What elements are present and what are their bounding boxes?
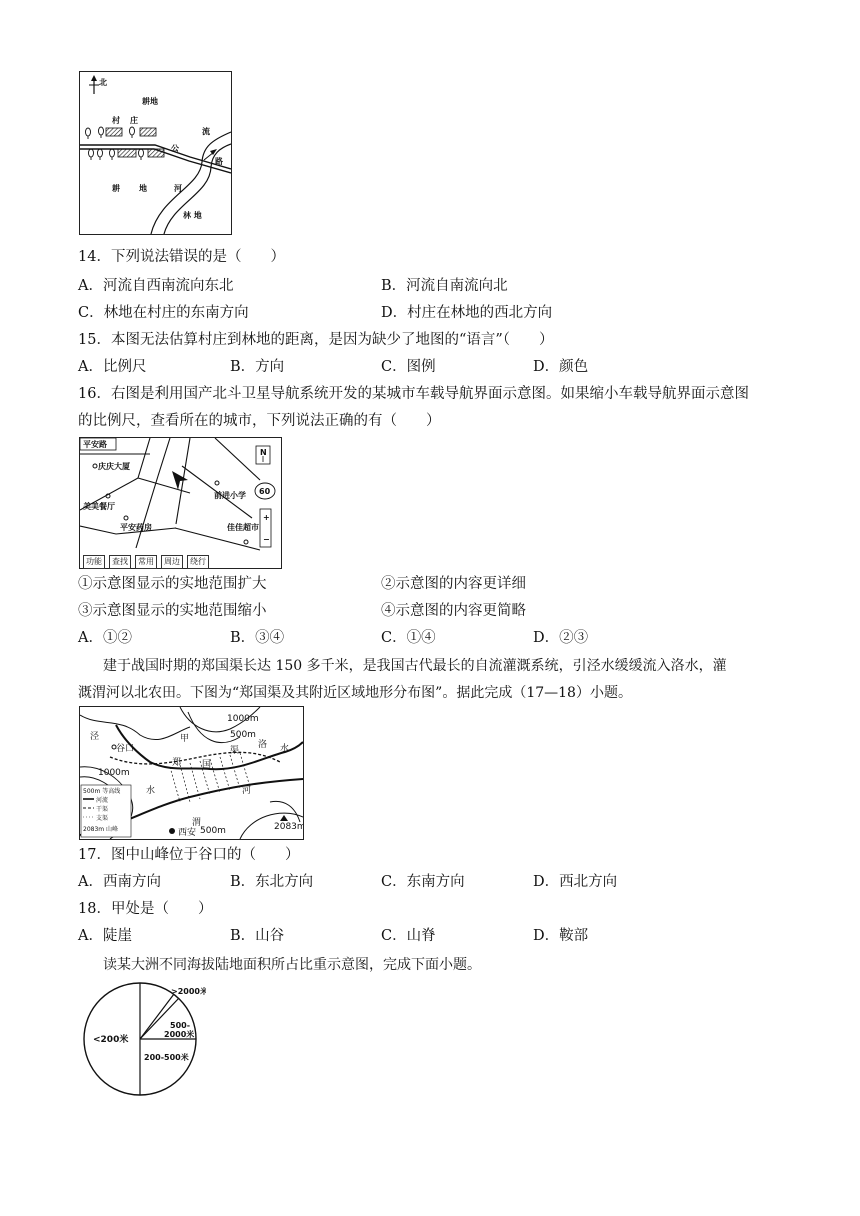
contour-1000m-left: 1000m xyxy=(98,768,130,778)
contour-1000m-top: 1000m xyxy=(227,714,259,724)
place-jiajia: 佳佳超市 xyxy=(227,523,259,532)
q18-option-c[interactable]: C．山脊 xyxy=(381,928,436,944)
compass-label: N xyxy=(260,448,267,457)
legend-river: 河流 xyxy=(96,797,109,804)
q16-statement-1: ①示意图显示的实地范围扩大 xyxy=(78,576,267,592)
legend-branch-canal: 支渠 xyxy=(96,815,109,822)
q17-option-c[interactable]: C．东南方向 xyxy=(381,874,465,890)
topographic-map-svg xyxy=(80,707,303,839)
forest-label: 林 地 xyxy=(183,211,202,220)
q18-option-d[interactable]: D．鞍部 xyxy=(533,928,589,944)
north-label: 北 xyxy=(99,78,107,87)
nav-button-nearby[interactable]: 周边 xyxy=(161,555,183,569)
road-label-b: 路 xyxy=(215,157,223,166)
q16-stem-line2: 的比例尺，查看所在的城市，下列说法正确的有（ ） xyxy=(78,413,441,429)
q15-option-b[interactable]: B．方向 xyxy=(230,359,285,375)
shui-label-right: 水 xyxy=(280,744,290,754)
q16-statement-3: ③示意图显示的实地范围缩小 xyxy=(78,603,267,619)
passage1-line2: 溉渭河以北农田。下图为“郑国渠及其附近区域地形分布图”。据此完成（17—18）小题。 xyxy=(78,685,632,701)
farmland-top-label: 耕地 xyxy=(142,97,158,106)
q14-option-a[interactable]: A．河流自西南流向东北 xyxy=(78,278,234,294)
navigation-map-svg xyxy=(80,438,281,553)
farmland-bottom-label-b: 地 xyxy=(139,184,147,193)
nav-button-search[interactable]: 查找 xyxy=(109,555,131,569)
shui-label-left: 水 xyxy=(146,786,156,796)
nav-button-function[interactable]: 功能 xyxy=(83,555,105,569)
q17-option-b[interactable]: B．东北方向 xyxy=(230,874,314,890)
village-map-figure xyxy=(79,71,232,235)
place-meimei: 美美餐厅 xyxy=(83,502,115,511)
q16-statement-4: ④示意图的内容更简略 xyxy=(381,603,526,619)
q16-option-c[interactable]: C．①④ xyxy=(381,630,436,646)
legend-main-canal: 干渠 xyxy=(96,806,109,813)
q16-option-a[interactable]: A．①② xyxy=(78,630,132,646)
contour-500m-bottom: 500m xyxy=(200,826,226,836)
luo-label: 洛 xyxy=(258,740,268,750)
pie-label-500-a: 500- xyxy=(170,1021,191,1030)
q17-option-d[interactable]: D．西北方向 xyxy=(533,874,618,890)
navigation-arrow-icon xyxy=(172,471,188,490)
road-label-a: 公 xyxy=(171,144,179,153)
topographic-map-figure xyxy=(79,706,304,840)
village-label-b: 庄 xyxy=(130,116,138,125)
elevation-pie-svg xyxy=(76,980,206,1098)
zheng-label: 郑 xyxy=(172,758,182,768)
passage1-line1: 建于战国时期的郑国渠长达 150 多千米，是我国古代最长的自流灌溉系统，引泾水缓缓流入洛水，灌 xyxy=(103,658,727,674)
river-label: 河 xyxy=(174,184,182,193)
place-qianjin: 前进小学 xyxy=(214,491,246,500)
jing-label: 泾 xyxy=(90,732,100,742)
nav-button-bar xyxy=(83,555,283,567)
peak-icon xyxy=(280,815,288,821)
xian-label: 西安 xyxy=(178,828,197,838)
north-arrow-icon xyxy=(89,75,99,94)
wei-label: 渭 xyxy=(192,818,202,828)
qu-label: 渠 xyxy=(230,746,240,756)
place-pingan: 平安药房 xyxy=(120,523,152,532)
pie-label-above-2000: >2000米 xyxy=(171,987,206,996)
peak-height-label: 2083m xyxy=(274,822,303,832)
pie-label-500-b: 2000米 xyxy=(164,1030,195,1039)
gukou-label: 谷口 xyxy=(116,744,135,754)
legend-peak: 2083m 山峰 xyxy=(83,826,119,833)
q18-stem: 18．甲处是（ ） xyxy=(78,901,213,917)
speed-limit-value: 60 xyxy=(259,487,271,496)
place-qingqing: 庆庆大厦 xyxy=(98,462,130,471)
farmland-bottom-label-a: 耕 xyxy=(112,184,120,193)
xian-city-icon xyxy=(169,828,175,834)
pie-label-200-500: 200-500米 xyxy=(144,1053,189,1062)
passage2: 读某大洲不同海拔陆地面积所占比重示意图，完成下面小题。 xyxy=(103,957,481,973)
zoom-out-button[interactable]: − xyxy=(263,535,270,544)
pie-label-below-200: <200米 xyxy=(93,1035,129,1045)
navigation-map-figure xyxy=(79,437,282,569)
q17-option-a[interactable]: A．西南方向 xyxy=(78,874,161,890)
flow-label: 流 xyxy=(202,127,210,136)
nav-button-detour[interactable]: 绕行 xyxy=(187,555,209,569)
q16-stem-line1: 16．右图是利用国产北斗卫星导航系统开发的某城市车载导航界面示意图。如果缩小车载导航界面示意图 xyxy=(78,386,749,402)
elevation-pie-figure xyxy=(76,980,206,1098)
q15-stem: 15．本图无法估算村庄到林地的距离，是因为缺少了地图的“语言”（ ） xyxy=(78,332,554,348)
q16-option-b[interactable]: B．③④ xyxy=(230,630,285,646)
q15-option-d[interactable]: D．颜色 xyxy=(533,359,589,375)
zoom-in-button[interactable]: + xyxy=(263,513,270,522)
legend-contour: 500m 等高线 xyxy=(83,788,121,795)
q16-option-d[interactable]: D．②③ xyxy=(533,630,589,646)
q14-stem: 14．下列说法错误的是（ ） xyxy=(78,249,285,265)
q18-option-a[interactable]: A．陡崖 xyxy=(78,928,132,944)
q18-option-b[interactable]: B．山谷 xyxy=(230,928,285,944)
q14-option-b[interactable]: B．河流自南流向北 xyxy=(381,278,508,294)
q15-option-a[interactable]: A．比例尺 xyxy=(78,359,147,375)
guo-label: 国 xyxy=(202,760,212,770)
village-label-a: 村 xyxy=(112,116,120,125)
road xyxy=(80,145,231,173)
contour-500m-top: 500m xyxy=(230,730,256,740)
road-name-label: 平安路 xyxy=(83,440,107,449)
village-map-svg xyxy=(80,72,231,234)
q16-statement-2: ②示意图的内容更详细 xyxy=(381,576,526,592)
jia-label: 甲 xyxy=(180,734,190,744)
nav-button-common[interactable]: 常用 xyxy=(135,555,157,569)
q17-stem: 17．图中山峰位于谷口的（ ） xyxy=(78,847,300,863)
q14-option-d[interactable]: D．村庄在林地的西北方向 xyxy=(381,305,553,321)
q15-option-c[interactable]: C．图例 xyxy=(381,359,436,375)
q14-option-c[interactable]: C．林地在村庄的东南方向 xyxy=(78,305,249,321)
he-label: 河 xyxy=(242,786,252,796)
